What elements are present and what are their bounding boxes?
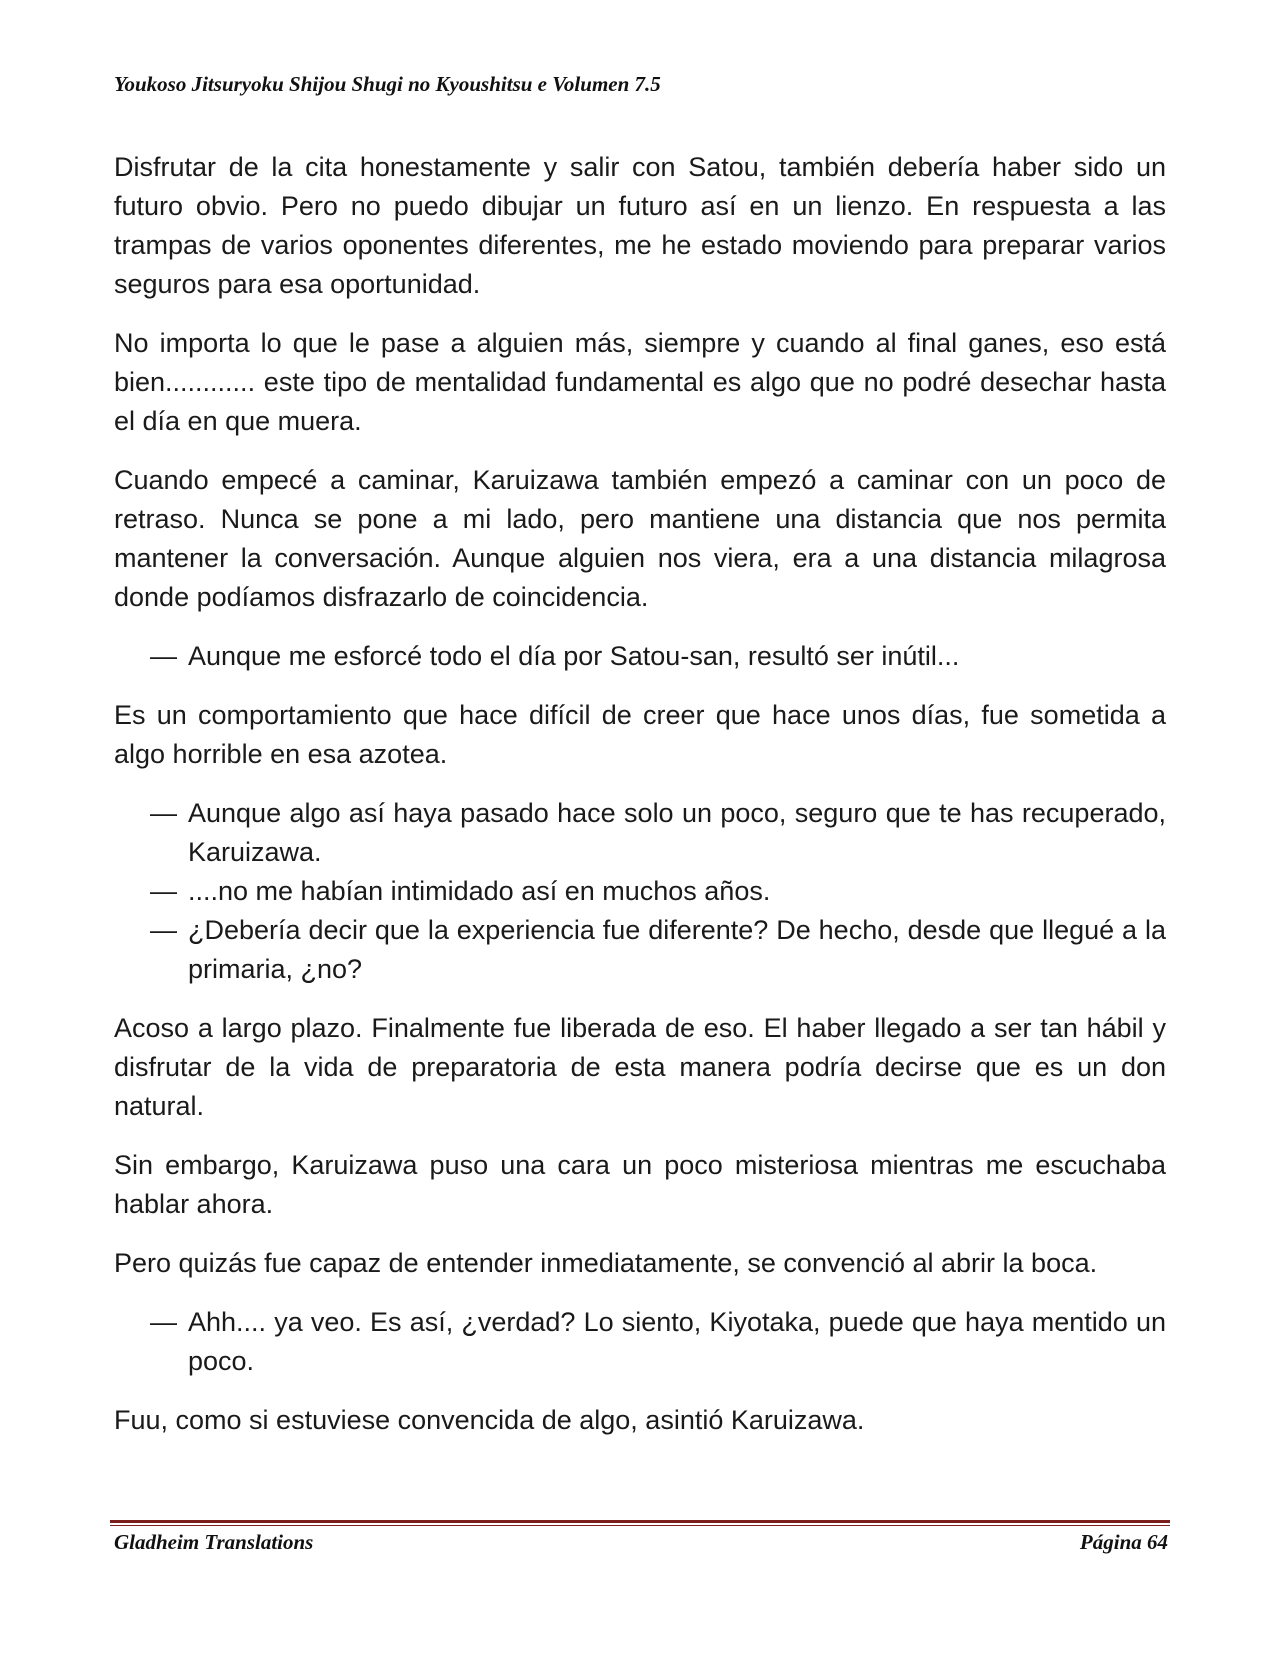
paragraph: No importa lo que le pase a alguien más, siempre y cuando al final ganes, eso está bien............ este tipo de mentalidad fundamental es algo que no podré desechar hasta el día en que muera. (114, 328, 1166, 436)
dialogue-text: Aunque me esforcé todo el día por Satou-san, resultó ser inútil... (188, 641, 960, 671)
dialogue-text: Aunque algo así haya pasado hace solo un poco, seguro que te has recuperado, Karuizawa. (188, 798, 1166, 867)
dialogue-text: ¿Debería decir que la experiencia fue diferente? De hecho, desde que llegué a la primaria, ¿no? (188, 915, 1166, 984)
paragraph: Acoso a largo plazo. Finalmente fue liberada de eso. El haber llegado a ser tan hábil y disfrutar de la vida de preparatoria de esta manera podría decirse que es un don natural. (114, 1013, 1166, 1121)
dialogue-group (114, 794, 1166, 989)
paragraph: Sin embargo, Karuizawa puso una cara un poco misteriosa mientras me escuchaba hablar ahora. (114, 1150, 1166, 1219)
paragraph: Pero quizás fue capaz de entender inmediatamente, se convenció al abrir la boca. (114, 1248, 1098, 1278)
dialogue-text: ....no me habían intimidado así en muchos años. (188, 876, 771, 906)
dialogue-dash: — (150, 798, 177, 828)
dialogue-line (114, 911, 1166, 989)
paragraph: Es un comportamiento que hace difícil de creer que hace unos días, fue sometida a algo horrible en esa azotea. (114, 700, 1166, 769)
dialogue-dash: — (150, 915, 177, 945)
page-number: Página 64 (1079, 1530, 1168, 1554)
page-body (114, 148, 1166, 1460)
dialogue-dash: — (150, 876, 177, 906)
footer-publisher: Gladheim Translations (114, 1530, 314, 1554)
dialogue-text: Ahh.... ya veo. Es así, ¿verdad? Lo siento, Kiyotaka, puede que haya mentido un poco. (188, 1307, 1166, 1376)
dialogue-line (114, 872, 1166, 911)
dialogue-dash: — (150, 641, 177, 671)
dialogue-dash: — (150, 1307, 177, 1337)
dialogue-line (114, 637, 1166, 676)
paragraph: Fuu, como si estuviese convencida de algo, asintió Karuizawa. (114, 1405, 865, 1435)
footer-divider (110, 1520, 1170, 1526)
dialogue-line (114, 794, 1166, 872)
running-header: Youkoso Jitsuryoku Shijou Shugi no Kyoushitsu e Volumen 7.5 (114, 72, 661, 96)
dialogue-line (114, 1303, 1166, 1381)
paragraph: Cuando empecé a caminar, Karuizawa también empezó a caminar con un poco de retraso. Nunca se pone a mi lado, pero mantiene una distancia que nos permita mantener la conversación. Aunque alguien nos viera, era a una distancia milagrosa donde podíamos disfrazarlo de coincidencia. (114, 465, 1166, 612)
paragraph: Disfrutar de la cita honestamente y salir con Satou, también debería haber sido un futuro obvio. Pero no puedo dibujar un futuro así en un lienzo. En respuesta a las trampas de varios oponentes diferentes, me he estado moviendo para preparar varios seguros para esa oportunidad. (114, 152, 1166, 299)
